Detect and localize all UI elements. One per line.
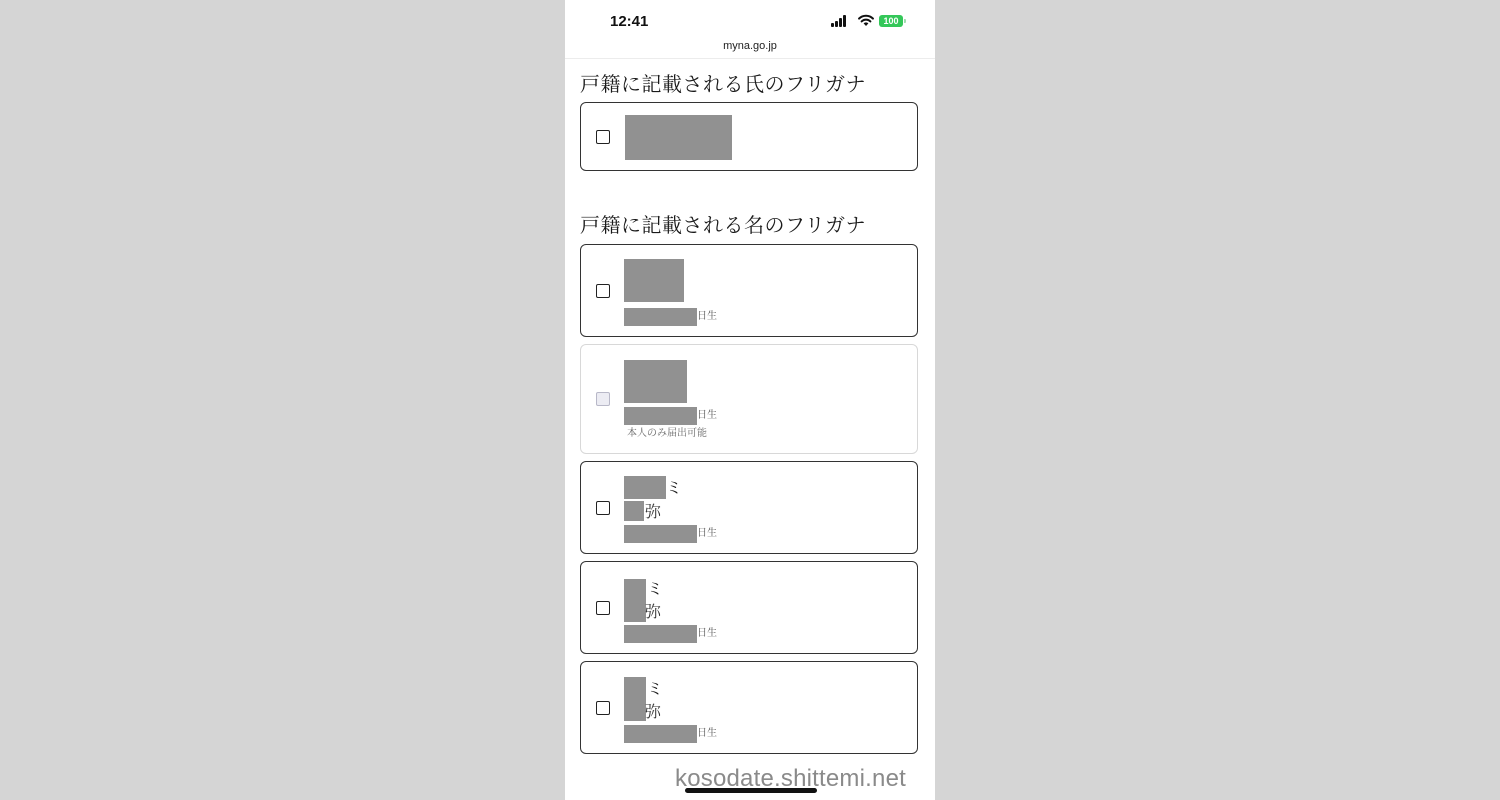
redacted-birthdate xyxy=(624,407,697,425)
checkbox-square-icon[interactable] xyxy=(596,501,610,515)
battery-icon: 100 xyxy=(879,15,903,27)
cellular-signal-icon xyxy=(831,15,851,27)
birth-suffix: 日生 xyxy=(697,410,717,421)
redacted-kanji xyxy=(624,501,644,521)
checkbox-square-icon[interactable] xyxy=(596,130,610,144)
wifi-icon xyxy=(857,13,875,27)
given-name-option-card-4[interactable] xyxy=(580,561,918,654)
kanji-fragment: 弥 xyxy=(645,702,662,721)
checkbox-square-icon[interactable] xyxy=(596,601,610,615)
given-name-option-card-2-disabled xyxy=(580,344,918,454)
kana-fragment: ミ xyxy=(666,478,683,497)
redacted-name xyxy=(624,579,646,622)
birth-suffix: 日生 xyxy=(697,728,717,739)
checkbox-square-icon xyxy=(596,392,610,406)
redacted-birthdate xyxy=(624,525,697,543)
birth-suffix: 日生 xyxy=(697,628,717,639)
checkbox-square-icon[interactable] xyxy=(596,284,610,298)
birth-suffix: 日生 xyxy=(697,528,717,539)
url-bar[interactable]: myna.go.jp xyxy=(565,38,935,59)
given-name-option-card-1[interactable] xyxy=(580,244,918,337)
redacted-name xyxy=(624,259,684,302)
redacted-surname xyxy=(625,115,732,160)
redacted-name xyxy=(624,677,646,721)
redacted-name xyxy=(624,360,687,403)
kanji-fragment: 弥 xyxy=(645,602,662,621)
redacted-birthdate xyxy=(624,625,697,643)
kana-fragment: ミ xyxy=(647,679,664,698)
surname-furigana-title: 戸籍に記載される氏のフリガナ xyxy=(580,72,866,96)
watermark-text: kosodate.shittemi.net xyxy=(675,765,906,792)
phone-screen xyxy=(565,0,935,800)
checkbox-square-icon[interactable] xyxy=(596,701,610,715)
surname-option-card[interactable] xyxy=(580,102,918,171)
birth-suffix: 日生 xyxy=(697,311,717,322)
kana-fragment: ミ xyxy=(647,579,664,598)
self-only-note: 本人のみ届出可能 xyxy=(627,428,707,439)
given-name-option-card-3[interactable] xyxy=(580,461,918,554)
given-name-furigana-title: 戸籍に記載される名のフリガナ xyxy=(580,213,866,237)
kanji-fragment: 弥 xyxy=(645,502,662,521)
status-time: 12:41 xyxy=(610,13,649,30)
redacted-birthdate xyxy=(624,725,697,743)
status-bar xyxy=(565,0,935,38)
given-name-option-card-5[interactable] xyxy=(580,661,918,754)
redacted-kana xyxy=(624,476,666,499)
redacted-birthdate xyxy=(624,308,697,326)
